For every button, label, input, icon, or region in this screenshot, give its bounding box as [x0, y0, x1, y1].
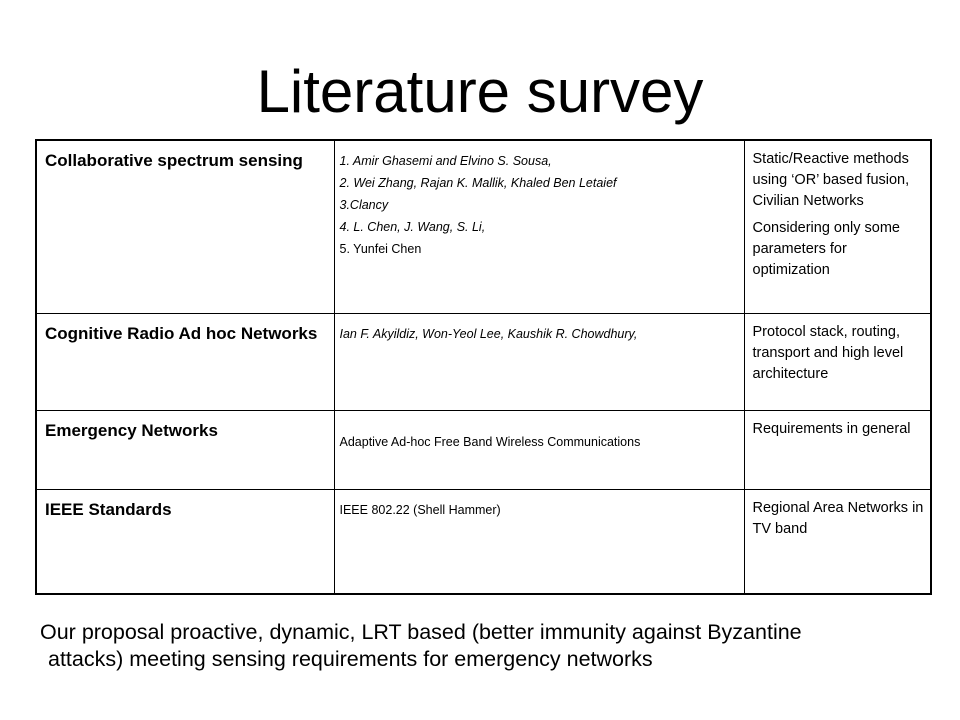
topic-label: Collaborative spectrum sensing [45, 151, 303, 170]
notes-cell [744, 489, 931, 594]
topic-cell [36, 489, 334, 594]
literature-table [35, 139, 932, 595]
topic-label: Cognitive Radio Ad hoc Networks [45, 323, 318, 343]
reference-entry: 3.Clancy [339, 198, 389, 212]
caption-line: Our proposal proactive, dynamic, LRT based (better immunity against Byzantine [40, 620, 802, 644]
reference-entry: IEEE 802.22 (Shell Hammer) [339, 502, 501, 517]
topic-cell [36, 313, 334, 410]
topic-cell [36, 140, 334, 313]
references-cell [334, 140, 744, 313]
notes-cell [744, 410, 931, 489]
reference-entry: 5. Yunfei Chen [339, 242, 422, 256]
reference-entry: Ian F. Akyildiz, Won-Yeol Lee, Kaushik R. Chowdhury, [339, 326, 638, 341]
reference-entry: 2. Wei Zhang, Rajan K. Mallik, Khaled Ben Letaief [339, 176, 617, 190]
note-text: Requirements in general [752, 420, 911, 437]
notes-cell [744, 140, 931, 313]
note-text: Considering only some parameters for optimization [752, 220, 900, 278]
table-row [36, 489, 931, 594]
notes-cell [744, 313, 931, 410]
table-row [36, 313, 931, 410]
note-text: Protocol stack, routing, transport and high level architecture [752, 323, 904, 382]
reference-entry: 1. Amir Ghasemi and Elvino S. Sousa, [339, 154, 552, 168]
references-cell [334, 410, 744, 489]
topic-cell [36, 410, 334, 489]
reference-entry: Adaptive Ad-hoc Free Band Wireless Communications [339, 434, 641, 449]
topic-label: Emergency Networks [45, 420, 218, 440]
reference-entry: 4. L. Chen, J. Wang, S. Li, [339, 220, 486, 234]
references-cell [334, 313, 744, 410]
note-text: Regional Area Networks in TV band [752, 499, 924, 537]
references-cell [334, 489, 744, 594]
proposal-caption [40, 619, 940, 673]
slide-title: Literature survey [256, 58, 704, 125]
topic-label: IEEE Standards [45, 499, 172, 519]
caption-line: attacks) meeting sensing requirements for emergency networks [48, 647, 653, 671]
table-row [36, 140, 931, 313]
table-row [36, 410, 931, 489]
note-text: Static/Reactive methods using ‘OR’ based fusion, Civilian Networks [752, 151, 910, 209]
